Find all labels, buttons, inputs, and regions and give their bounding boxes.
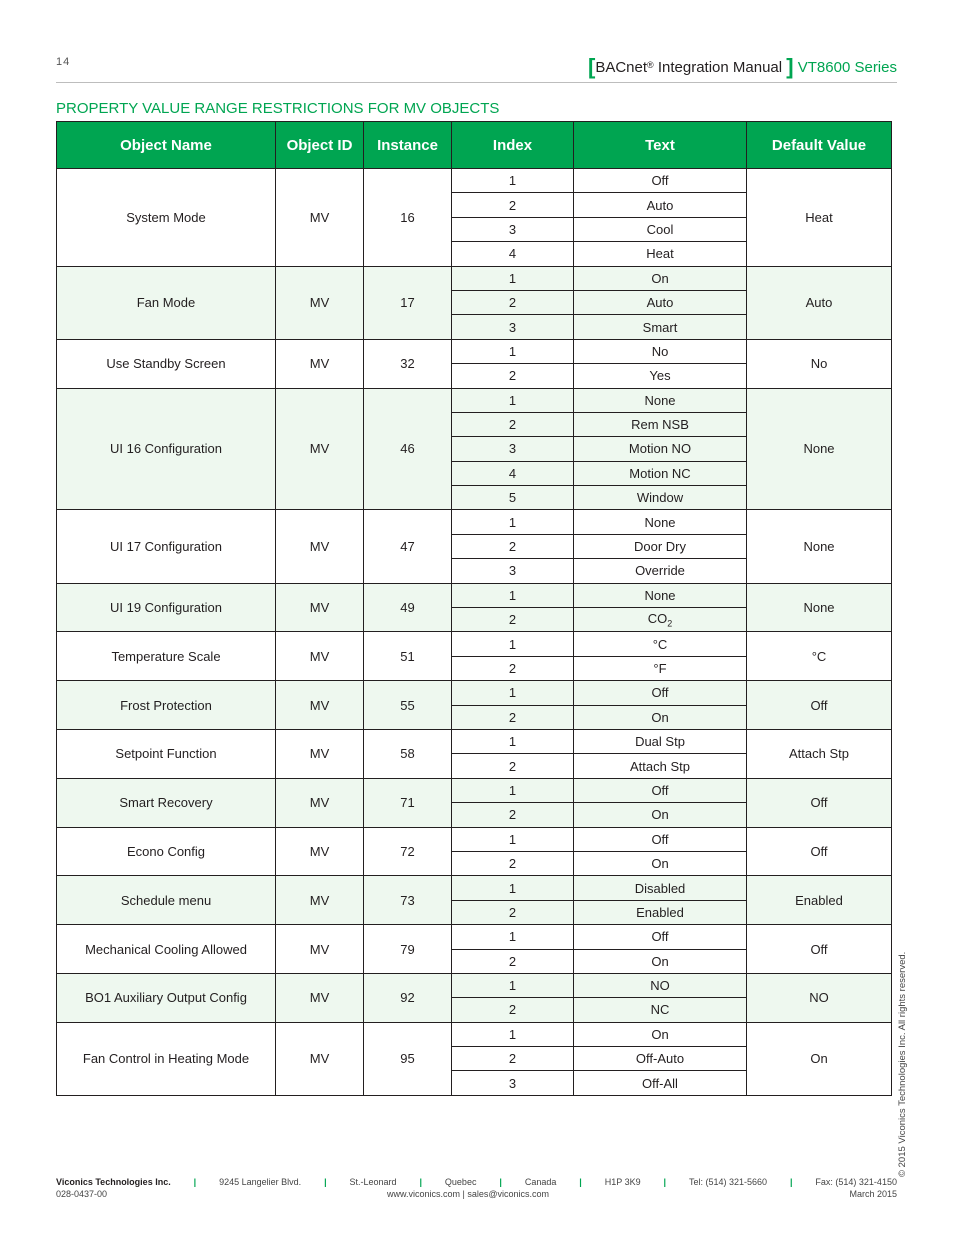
default-value-cell: Heat — [747, 169, 892, 267]
table-row — [57, 266, 892, 290]
text-value: On — [651, 1026, 669, 1042]
text-value: Motion NC — [629, 465, 691, 481]
instance-cell: 73 — [364, 876, 452, 925]
instance-cell: 47 — [364, 510, 452, 583]
text-cell — [574, 388, 747, 412]
text-value: Off — [651, 831, 669, 847]
object-name-cell: Smart Recovery — [57, 778, 276, 827]
text-cell — [574, 729, 747, 753]
text-value: None — [644, 587, 676, 603]
text-value: Auto — [646, 197, 674, 213]
instance-cell: 58 — [364, 729, 452, 778]
text-value: Off — [651, 782, 669, 798]
text-cell — [574, 169, 747, 193]
index-cell: 1 — [452, 681, 574, 705]
object-id-cell: MV — [276, 388, 364, 510]
text-value: NO — [650, 978, 670, 994]
text-cell — [574, 778, 747, 802]
default-value-cell: NO — [747, 973, 892, 1022]
text-cell — [574, 705, 747, 729]
page-number: 14 — [56, 56, 71, 68]
text-value: None — [644, 392, 676, 408]
object-id-cell: MV — [276, 778, 364, 827]
text-cell — [574, 412, 747, 436]
default-value-cell: Off — [747, 778, 892, 827]
instance-cell: 16 — [364, 169, 452, 267]
default-value-cell: Attach Stp — [747, 729, 892, 778]
object-id-cell: MV — [276, 632, 364, 681]
footer-separator: | — [324, 1177, 327, 1187]
footer-separator: | — [499, 1177, 502, 1187]
text-cell — [574, 803, 747, 827]
object-id-cell: MV — [276, 583, 364, 632]
index-cell: 3 — [452, 559, 574, 583]
index-cell: 2 — [452, 656, 574, 680]
footer-website-link[interactable]: www.viconics.com — [387, 1189, 461, 1199]
footer-city: St.-Leonard — [349, 1177, 397, 1187]
header-object-name: Object Name — [57, 122, 276, 169]
document-header — [588, 54, 897, 80]
footer-date: March 2015 — [849, 1189, 897, 1199]
text-cell — [574, 534, 747, 558]
index-cell: 1 — [452, 1022, 574, 1046]
index-cell: 1 — [452, 778, 574, 802]
text-value: On — [651, 270, 669, 286]
text-value: Enabled — [636, 904, 684, 920]
object-name-cell: Mechanical Cooling Allowed — [57, 925, 276, 974]
text-cell — [574, 364, 747, 388]
index-cell: 1 — [452, 973, 574, 997]
table-body — [57, 169, 892, 1096]
default-value-cell: On — [747, 1022, 892, 1095]
table-row — [57, 729, 892, 753]
copyright-notice: © 2015 Viconics Technologies Inc. All rights reserved. — [897, 951, 908, 1177]
text-cell — [574, 583, 747, 607]
text-value: Window — [636, 490, 684, 506]
text-cell — [574, 193, 747, 217]
text-cell — [574, 827, 747, 851]
text-cell — [574, 266, 747, 290]
text-value: On — [651, 953, 669, 969]
object-name-cell: UI 17 Configuration — [57, 510, 276, 583]
index-cell: 4 — [452, 461, 574, 485]
text-value: Attach Stp — [630, 758, 690, 774]
text-cell — [574, 461, 747, 485]
header-reg-mark: ® — [647, 60, 654, 70]
text-value: Dual Stp — [635, 734, 685, 750]
index-cell: 2 — [452, 851, 574, 875]
text-cell — [574, 217, 747, 241]
mv-objects-table — [56, 121, 892, 1096]
text-cell — [574, 608, 747, 632]
header-bracket-open: [ — [588, 54, 596, 79]
index-cell: 2 — [452, 290, 574, 314]
object-name-cell: Setpoint Function — [57, 729, 276, 778]
header-product: BACnet — [595, 59, 648, 76]
default-value-cell: Enabled — [747, 876, 892, 925]
object-id-cell: MV — [276, 339, 364, 388]
text-value: Motion NO — [628, 441, 692, 457]
text-value: NC — [650, 1002, 670, 1018]
index-cell: 1 — [452, 388, 574, 412]
header-series: VT8600 Series — [797, 59, 897, 76]
index-cell: 2 — [452, 364, 574, 388]
object-id-cell: MV — [276, 876, 364, 925]
instance-cell: 32 — [364, 339, 452, 388]
object-id-cell: MV — [276, 681, 364, 730]
default-value-cell: Off — [747, 681, 892, 730]
header-text: Text — [574, 122, 747, 169]
text-cell — [574, 754, 747, 778]
text-value: Rem NSB — [631, 417, 689, 433]
text-value: Disabled — [634, 880, 686, 896]
object-name-cell: System Mode — [57, 169, 276, 267]
text-value: Auto — [646, 295, 674, 311]
default-value-cell: None — [747, 388, 892, 510]
instance-cell: 17 — [364, 266, 452, 339]
table-row — [57, 778, 892, 802]
text-cell — [574, 315, 747, 339]
footer-contact-separator: | — [462, 1189, 465, 1199]
index-cell: 2 — [452, 900, 574, 924]
text-value: Off — [651, 929, 669, 945]
text-value: Smart — [642, 319, 678, 335]
table-row — [57, 1022, 892, 1046]
index-cell: 2 — [452, 949, 574, 973]
text-value: Yes — [649, 368, 671, 384]
text-value: Door Dry — [633, 539, 686, 555]
index-cell: 1 — [452, 632, 574, 656]
index-cell: 1 — [452, 510, 574, 534]
index-cell: 3 — [452, 315, 574, 339]
index-cell: 2 — [452, 803, 574, 827]
default-value-cell: No — [747, 339, 892, 388]
default-value-cell: °C — [747, 632, 892, 681]
object-id-cell: MV — [276, 266, 364, 339]
index-cell: 3 — [452, 1071, 574, 1095]
default-value-cell: Auto — [747, 266, 892, 339]
object-id-cell: MV — [276, 925, 364, 974]
text-value: On — [651, 856, 669, 872]
footer-phone: Tel: (514) 321-5660 — [688, 1177, 768, 1187]
index-cell: 3 — [452, 437, 574, 461]
footer-separator: | — [419, 1177, 422, 1187]
table-row — [57, 925, 892, 949]
header-bracket-close: ] — [786, 54, 794, 79]
table-row — [57, 827, 892, 851]
text-cell — [574, 876, 747, 900]
index-cell: 1 — [452, 729, 574, 753]
object-name-cell: Econo Config — [57, 827, 276, 876]
table-row — [57, 632, 892, 656]
text-value: CO — [647, 610, 668, 626]
text-value: On — [651, 807, 669, 823]
index-cell: 4 — [452, 242, 574, 266]
footer-province: Quebec — [444, 1177, 477, 1187]
footer-separator: | — [663, 1177, 667, 1187]
footer-company: Viconics Technologies Inc. — [56, 1177, 171, 1187]
index-cell: 3 — [452, 217, 574, 241]
text-cell — [574, 973, 747, 997]
table-row — [57, 339, 892, 363]
text-cell — [574, 339, 747, 363]
footer-country: Canada — [524, 1177, 557, 1187]
footer-fax: Fax: (514) 321-4150 — [815, 1177, 897, 1187]
text-value: None — [644, 514, 676, 530]
text-value: No — [651, 343, 669, 359]
object-name-cell: UI 16 Configuration — [57, 388, 276, 510]
text-value: Override — [635, 563, 685, 579]
instance-cell: 92 — [364, 973, 452, 1022]
instance-cell: 46 — [364, 388, 452, 510]
text-value: °F — [653, 661, 667, 676]
index-cell: 1 — [452, 583, 574, 607]
footer-street: 9245 Langelier Blvd. — [219, 1177, 302, 1187]
table-row — [57, 876, 892, 900]
object-id-cell: MV — [276, 827, 364, 876]
instance-cell: 79 — [364, 925, 452, 974]
text-cell — [574, 486, 747, 510]
index-cell: 2 — [452, 998, 574, 1022]
footer-separator: | — [789, 1177, 793, 1187]
text-cell — [574, 1071, 747, 1095]
instance-cell: 72 — [364, 827, 452, 876]
table-row — [57, 583, 892, 607]
text-value: Off-All — [642, 1075, 678, 1091]
object-name-cell: Use Standby Screen — [57, 339, 276, 388]
object-name-cell: BO1 Auxiliary Output Config — [57, 973, 276, 1022]
object-name-cell: Fan Control in Heating Mode — [57, 1022, 276, 1095]
header-manual-title: Integration Manual — [653, 59, 783, 76]
text-cell — [574, 290, 747, 314]
default-value-cell: None — [747, 583, 892, 632]
index-cell: 2 — [452, 534, 574, 558]
default-value-cell: None — [747, 510, 892, 583]
index-cell: 1 — [452, 925, 574, 949]
index-cell: 2 — [452, 1047, 574, 1071]
table-row — [57, 973, 892, 997]
table-row — [57, 169, 892, 193]
footer-separator: | — [193, 1177, 197, 1187]
index-cell: 2 — [452, 705, 574, 729]
header-instance: Instance — [364, 122, 452, 169]
object-name-cell: Temperature Scale — [57, 632, 276, 681]
text-cell — [574, 559, 747, 583]
index-cell: 2 — [452, 754, 574, 778]
text-cell — [574, 510, 747, 534]
footer-postal-code: H1P 3K9 — [604, 1177, 641, 1187]
text-cell — [574, 998, 747, 1022]
text-cell — [574, 437, 747, 461]
index-cell: 1 — [452, 169, 574, 193]
text-cell — [574, 632, 747, 656]
text-cell — [574, 681, 747, 705]
index-cell: 1 — [452, 876, 574, 900]
text-subscript: 2 — [667, 618, 673, 629]
text-cell — [574, 1047, 747, 1071]
instance-cell: 95 — [364, 1022, 452, 1095]
text-value: Heat — [646, 246, 674, 262]
index-cell: 5 — [452, 486, 574, 510]
index-cell: 2 — [452, 608, 574, 632]
index-cell: 2 — [452, 193, 574, 217]
text-value: Off — [651, 173, 669, 189]
text-cell — [574, 656, 747, 680]
footer-email-link[interactable]: sales@viconics.com — [467, 1189, 550, 1199]
text-value: On — [651, 709, 669, 725]
object-id-cell: MV — [276, 1022, 364, 1095]
object-id-cell: MV — [276, 973, 364, 1022]
object-name-cell: UI 19 Configuration — [57, 583, 276, 632]
instance-cell: 51 — [364, 632, 452, 681]
text-value: Off-Auto — [635, 1051, 685, 1067]
object-id-cell: MV — [276, 510, 364, 583]
object-id-cell: MV — [276, 169, 364, 267]
text-cell — [574, 925, 747, 949]
default-value-cell: Off — [747, 925, 892, 974]
footer-address — [56, 1177, 897, 1187]
table-row — [57, 388, 892, 412]
index-cell: 2 — [452, 412, 574, 436]
instance-cell: 55 — [364, 681, 452, 730]
index-cell: 1 — [452, 827, 574, 851]
object-name-cell: Schedule menu — [57, 876, 276, 925]
header-divider — [56, 82, 897, 83]
index-cell: 1 — [452, 266, 574, 290]
text-value: °C — [652, 636, 668, 652]
footer-doc-number: 028-0437-00 — [56, 1189, 108, 1199]
instance-cell: 71 — [364, 778, 452, 827]
header-object-id: Object ID — [276, 122, 364, 169]
text-cell — [574, 851, 747, 875]
text-value: Cool — [646, 221, 674, 237]
text-value: Off — [651, 685, 669, 701]
text-cell — [574, 1022, 747, 1046]
object-name-cell: Fan Mode — [57, 266, 276, 339]
text-cell — [574, 900, 747, 924]
object-id-cell: MV — [276, 729, 364, 778]
table-header-row — [57, 122, 892, 169]
header-default-value: Default Value — [747, 122, 892, 169]
instance-cell: 49 — [364, 583, 452, 632]
table-row — [57, 681, 892, 705]
section-title: PROPERTY VALUE RANGE RESTRICTIONS FOR MV OBJECTS — [56, 100, 500, 117]
object-name-cell: Frost Protection — [57, 681, 276, 730]
default-value-cell: Off — [747, 827, 892, 876]
text-cell — [574, 242, 747, 266]
index-cell: 1 — [452, 339, 574, 363]
text-cell — [574, 949, 747, 973]
table-row — [57, 510, 892, 534]
footer-separator: | — [579, 1177, 582, 1187]
header-index: Index — [452, 122, 574, 169]
footer-contact — [387, 1189, 549, 1199]
